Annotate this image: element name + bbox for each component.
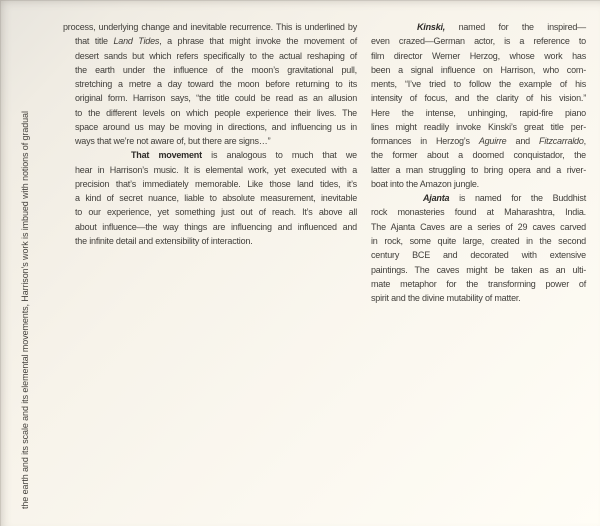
text-segment: , a phrase that might invoke the movement of [159, 36, 358, 47]
text-line [371, 163, 586, 177]
text-segment: to the different levels on which people experience their lives. The [75, 107, 357, 118]
text-segment: Here the intense, unhinging, rapid-fire piano [371, 107, 586, 118]
text-segment: is named for the Buddhist [449, 193, 586, 204]
text-line [371, 120, 586, 134]
text-line [371, 77, 586, 91]
text-line [371, 148, 586, 162]
text-line [63, 120, 357, 134]
text-segment: Fitzcarraldo [539, 136, 584, 147]
text-segment: stretching a metre a day toward the moon before returning to its [75, 79, 357, 90]
text-segment: and [506, 136, 540, 147]
text-segment: Land Tides [113, 36, 160, 47]
text-line [63, 220, 357, 234]
text-segment: a kind of secret nuance, liable to absolute measurement, inevitable [75, 193, 357, 204]
text-segment: Aguirre [478, 136, 507, 147]
text-segment: about influence—the way things are influencing and influenced and [75, 221, 357, 232]
left-text-column [63, 20, 357, 248]
text-line [371, 248, 586, 262]
text-segment: mate metaphor for the transforming power of [371, 278, 586, 289]
text-line [371, 277, 586, 291]
spine-vertical-text: the earth and its scale and its elemental movements, Harrison’s work is imbued with notions of gradual [20, 111, 30, 509]
right-text-column [371, 20, 586, 305]
text-segment: latter a man struggling to bring opera and a river- [371, 164, 586, 175]
text-line [63, 63, 357, 77]
text-segment: process, underlying change and inevitable recurrence. This is underlined by [63, 22, 357, 32]
text-line [63, 148, 357, 162]
text-segment: even crazed—German actor, is a reference to [371, 36, 586, 47]
text-line [371, 205, 586, 219]
text-line [371, 220, 586, 234]
text-line [371, 49, 586, 63]
text-segment: intensity of focus, and the clarity of his vision.” [371, 93, 586, 104]
text-line [63, 34, 357, 48]
text-segment: ways that we’re not aware of, but there are signs…” [75, 136, 271, 147]
text-line [63, 134, 357, 148]
text-line [63, 205, 357, 219]
text-segment: the former about a doomed conquistador, the [371, 150, 586, 161]
text-segment: to our experience, yet something just out of reach. It’s above all [75, 207, 357, 218]
text-segment: ments, “I’ve tried to follow the example of his [371, 79, 586, 90]
text-segment: named for the inspired— [445, 22, 586, 32]
text-line [371, 134, 586, 148]
text-segment: lines might readily invoke Kinski’s great title per- [371, 121, 586, 132]
text-segment: formances in Herzog’s [371, 136, 479, 147]
text-segment: hear in Harrison’s music. It is elemental work, yet executed with a [75, 164, 357, 175]
text-segment: That movement [131, 150, 202, 161]
text-line [371, 191, 586, 205]
text-segment: paintings. The caves might be taken as an ulti- [371, 264, 586, 275]
text-segment: century BCE and decorated with extensive [371, 250, 586, 261]
text-line [63, 234, 357, 248]
text-line [63, 177, 357, 191]
text-segment: film director Werner Herzog, whose work has [371, 50, 586, 61]
text-segment: precision that’s immediately memorable. Like those land tides, it’s [75, 178, 357, 189]
text-line [63, 77, 357, 91]
text-segment: space around us may be moving in directions, and influencing us in [75, 121, 357, 132]
text-line [63, 163, 357, 177]
text-segment: Kinski, [417, 22, 446, 32]
text-segment: desert sands but which refers specifically to the actual reshaping of [75, 50, 357, 61]
text-segment: that title [75, 36, 114, 47]
text-line [371, 34, 586, 48]
text-segment: original form. Harrison says, “the title could be read as an allusion [75, 93, 357, 104]
text-line [63, 191, 357, 205]
text-line [63, 49, 357, 63]
text-line [371, 177, 586, 191]
text-line [371, 106, 586, 120]
text-line [371, 291, 586, 305]
text-segment: rock monasteries found at Maharashtra, India. [371, 207, 586, 218]
text-line [371, 234, 586, 248]
text-line [63, 91, 357, 105]
text-segment: in rock, some quite large, created in the second [371, 235, 586, 246]
text-line [371, 263, 586, 277]
text-segment: , [583, 136, 586, 147]
text-segment: the infinite detail and extensibility of interaction. [75, 235, 253, 246]
text-line [371, 20, 586, 34]
text-segment: been a signal influence on Harrison, who com- [371, 64, 586, 75]
text-segment: the earth under the influence of the moon’s gravitational pull, [75, 64, 357, 75]
text-segment: Ajanta [423, 193, 450, 204]
text-segment: boat into the Amazon jungle. [371, 178, 479, 189]
text-line [371, 91, 586, 105]
text-segment: is analogous to much that we [201, 150, 357, 161]
text-segment: The Ajanta Caves are a series of 29 caves carved [371, 221, 586, 232]
text-line [63, 106, 357, 120]
text-line [371, 63, 586, 77]
text-line [63, 20, 357, 34]
text-segment: spirit and the divine mutability of matter. [371, 293, 521, 304]
